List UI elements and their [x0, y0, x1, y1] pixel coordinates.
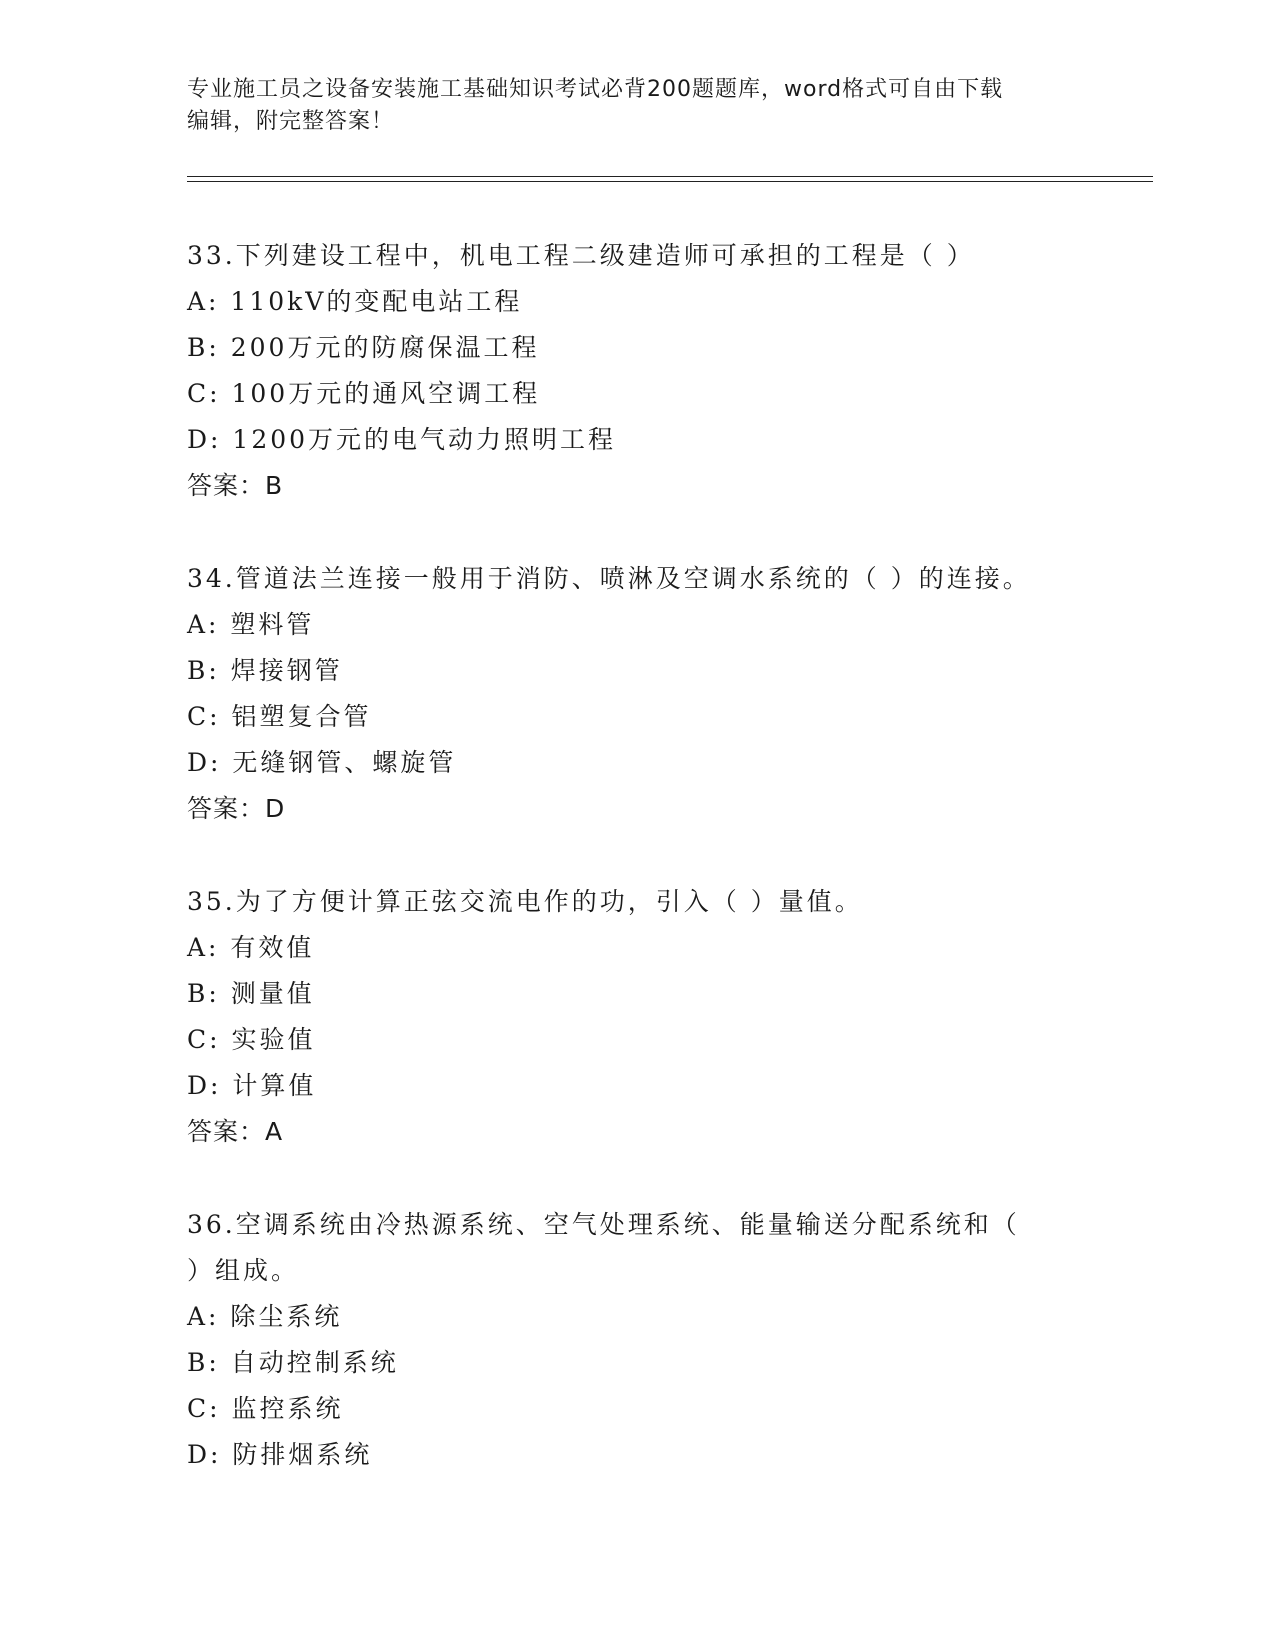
option-c: C: 实验值 — [187, 1025, 316, 1054]
option-b: B: 焊接钢管 — [187, 656, 343, 685]
option-b: B: 测量值 — [187, 979, 315, 1008]
option-a: A: 除尘系统 — [187, 1302, 343, 1331]
header-divider-top — [187, 176, 1153, 177]
question-stem: 34.管道法兰连接一般用于消防、喷淋及空调水系统的（ ）的连接。 — [187, 564, 1031, 593]
question-stem: 35.为了方便计算正弦交流电作的功，引入（ ）量值。 — [187, 887, 863, 916]
option-a: A: 塑料管 — [187, 610, 315, 639]
option-c: C: 监控系统 — [187, 1394, 344, 1423]
option-b: B: 自动控制系统 — [187, 1348, 399, 1377]
answer-line: 答案：A — [187, 1117, 284, 1146]
question-stem: 36.空调系统由冷热源系统、空气处理系统、能量输送分配系统和（ — [187, 1210, 1020, 1239]
question-stem: 33.下列建设工程中，机电工程二级建造师可承担的工程是（ ） — [187, 241, 975, 270]
question-35 — [187, 879, 1147, 1155]
header-line-1: 专业施工员之设备安装施工基础知识考试必背200题题库，word格式可自由下载 — [187, 77, 1004, 102]
option-d: D: 1200万元的电气动力照明工程 — [187, 425, 617, 454]
header-divider-bottom — [187, 181, 1153, 182]
answer-line: 答案：B — [187, 471, 284, 500]
document-header — [187, 74, 1087, 138]
question-list — [187, 233, 1147, 1525]
answer-line: 答案：D — [187, 794, 286, 823]
question-stem-continued: ）组成。 — [187, 1256, 300, 1285]
question-34 — [187, 556, 1147, 832]
option-a: A: 110kV的变配电站工程 — [187, 287, 523, 316]
option-d: D: 无缝钢管、螺旋管 — [187, 748, 457, 777]
option-c: C: 100万元的通风空调工程 — [187, 379, 541, 408]
question-36 — [187, 1202, 1147, 1478]
option-d: D: 计算值 — [187, 1071, 317, 1100]
option-c: C: 铝塑复合管 — [187, 702, 372, 731]
option-d: D: 防排烟系统 — [187, 1440, 373, 1469]
option-a: A: 有效值 — [187, 933, 315, 962]
header-line-2: 编辑，附完整答案！ — [187, 109, 395, 134]
option-b: B: 200万元的防腐保温工程 — [187, 333, 540, 362]
question-33 — [187, 233, 1147, 509]
